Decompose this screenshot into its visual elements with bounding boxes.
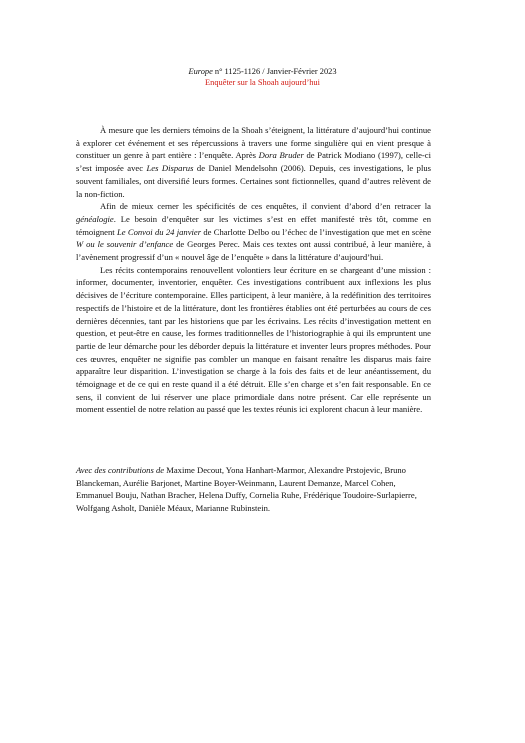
paragraph-2: [76, 200, 431, 264]
issue-info: n° 1125-1126 / Janvier-Février 2023: [212, 67, 337, 76]
body-text: [76, 124, 431, 416]
journal-issue-line: [0, 66, 525, 77]
emphasis-word: généalogie: [76, 213, 114, 224]
book-title: Les Disparus: [146, 163, 194, 174]
book-title: W ou le souvenir d’enfance: [76, 239, 174, 250]
text-run: de Georges Perec. Mais ces textes ont aussi contribué, à leur manière, à l’avènement progressif d’un « nouvel âge de l’enquête » dans la littérature d’aujourd’hui.: [76, 239, 431, 263]
contributors-names: Maxime Decout, Yona Hanhart-Marmor, Alexandre Prstojevic, Bruno Blanckeman, Aurélie Barjonet, Martine Boyer-Weinmann, Laurent Demanze, Marcel Cohen, Emmanuel Bouju, Nathan Bracher, Helena Duffy, Cornelia Ruhe, Frédérique Toudoire-Surlapierre, Wolfgang Asholt, Danièle Méaux, Marianne Rubinstein.: [76, 465, 417, 514]
issue-subtitle: Enquêter sur la Shoah aujourd’hui: [205, 78, 320, 87]
text-run: de Charlotte Delbo ou l’échec de l’investigation que met en scène: [201, 226, 432, 237]
text-run: de Patrick Modiano (1997), celle-ci s’est imposée avec: [76, 150, 431, 174]
paragraph-3: Les récits contemporains renouvellent volontiers leur écriture en se chargeant d’une mission : informer, documenter, inventorier, enquêter. Ces investigations contribuent aux inflexions les plus décisives de l’écriture contemporaine. Elles participent, à leur manière, à la redéfinition des territoires respectifs de l’histoire et de la littérature, dont les frontières établies ont été perturbées au cours de ces dernières décennies, tant par les historiens que par les écrivains. Les récits d’investigation mettent en question, et peut-être en cause, les formes traditionnelles de l’historiographie à qui ils empruntent une partie de leur démarche pour les déborder depuis la littérature et inventer leurs propres méthodes. Pour ces œuvres, enquêter ne signifie pas combler un manque en faisant renaître les disparus mais faire apparaître leur disparition. L’investigation se charge à la fois des faits et de leur anéantissement, du témoignage et de ce qui en reste quand il a été détruit. Elle s’en charge et s’en fait responsable. En ce sens, il convient de lui réserver une place primordiale dans notre présent. Car elle représente un moment essentiel de notre relation au passé que les textes réunis ici explorent chacun à leur manière.: [76, 264, 431, 415]
book-title: Le Convoi du 24 janvier: [116, 226, 202, 237]
book-title: Dora Bruder: [258, 150, 304, 161]
text-run: . Le besoin d’enquêter sur les victimes s’est en effet manifesté très tôt, comme en témoignent: [76, 213, 431, 237]
contributors-label: Avec des contributions de: [76, 465, 165, 475]
paragraph-1: [76, 124, 431, 200]
text-run: À mesure que les derniers témoins de la Shoah s’éteignent, la littérature d’aujourd’hui continue à explorer cet événement et ses répercussions à travers une forme singulière qui en vient presque à constituer un genre à part entière : l’enquête. Après: [76, 125, 431, 161]
journal-title: Europe: [188, 67, 213, 76]
text-run: de Daniel Mendelsohn (2006). Depuis, ces investigations, le plus souvent familiales, ont diversifié leurs formes. Certaines sont fictionnelles, quand d’autres relèvent de la non-fiction.: [76, 163, 432, 199]
contributors-list: [76, 464, 431, 515]
document-header: [0, 66, 525, 88]
text-run: Afin de mieux cerner les spécificités de ces enquêtes, il convient d’abord d’en retracer la: [100, 201, 431, 212]
